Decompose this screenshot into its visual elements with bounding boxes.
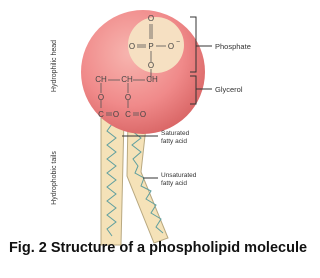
- phosphate-o-right: O: [167, 42, 175, 51]
- ester-o-2: O: [139, 110, 147, 119]
- hydrophilic-head-label: Hydrophilic head: [51, 39, 58, 93]
- saturated-label-line2: fatty acid: [161, 138, 188, 145]
- glycerol-ch2-right: CH: [146, 75, 158, 84]
- phosphate-o-left: O: [128, 42, 136, 51]
- unsaturated-label-line1: Unsaturated: [161, 172, 197, 179]
- phosphate-p: P: [148, 42, 154, 51]
- saturated-label-line1: Saturated: [161, 130, 190, 137]
- glycerol-label: Glycerol: [215, 85, 243, 94]
- figure-caption: Fig. 2 Structure of a phospholipid molecule: [8, 240, 308, 256]
- glycerol-o-2: O: [124, 93, 132, 102]
- phosphate-o-link: O: [147, 61, 155, 70]
- ester-c-2: C: [125, 110, 131, 119]
- ester-o-1: O: [112, 110, 120, 119]
- glycerol-o-1: O: [97, 93, 105, 102]
- unsaturated-label-line2: fatty acid: [161, 180, 188, 187]
- phosphate-o-top: O: [147, 14, 155, 23]
- saturated-tail: [101, 118, 124, 245]
- glycerol-ch2-left: CH: [95, 75, 107, 84]
- hydrophobic-tails-label: Hydrophobic tails: [51, 151, 58, 205]
- phosphate-o-charge: −: [176, 39, 181, 46]
- glycerol-ch-mid: CH: [121, 75, 133, 84]
- phosphate-label: Phosphate: [215, 42, 251, 51]
- ester-c-1: C: [98, 110, 104, 119]
